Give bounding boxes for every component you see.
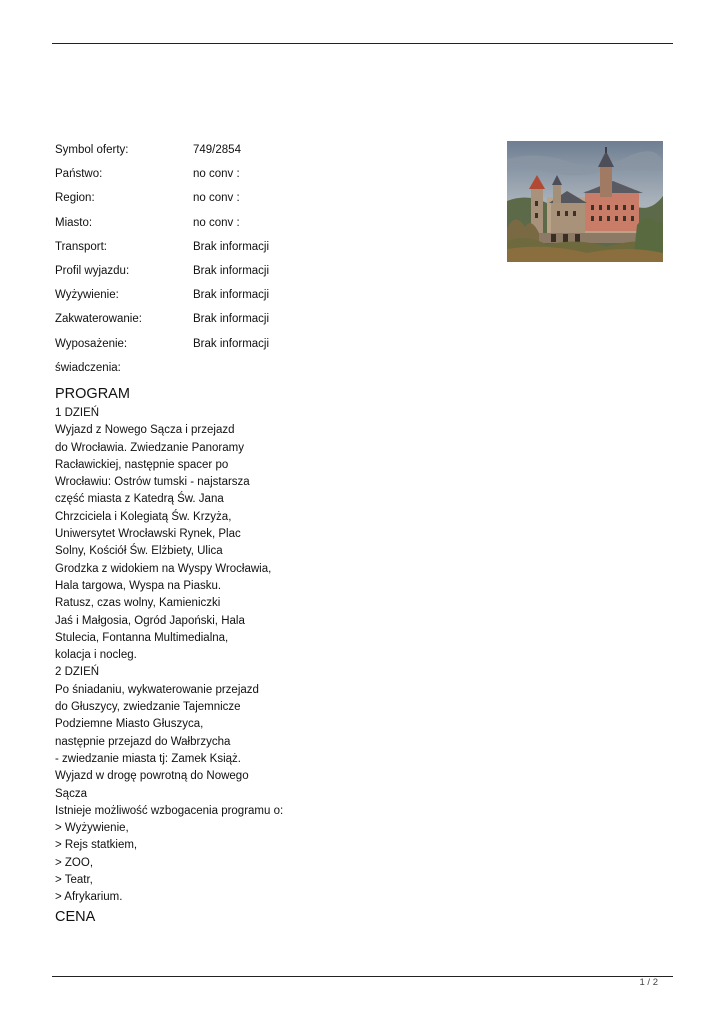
program-line: Racławickiej, następnie spacer po [55, 458, 229, 471]
castle-photo [507, 141, 663, 262]
detail-value: no conv : [193, 192, 240, 205]
price-title: CENA [55, 909, 96, 925]
program-line: Istnieje możliwość wzbogacenia programu o: [55, 804, 284, 817]
program-line: kolacja i nocleg. [55, 649, 137, 662]
detail-row [55, 356, 355, 380]
program-line: Sącza [55, 787, 87, 800]
detail-label: Zakwaterowanie: [55, 313, 142, 326]
program-line: > Wyżywienie, [55, 822, 129, 835]
detail-row [55, 259, 355, 283]
detail-label: Region: [55, 192, 95, 205]
detail-label: Wyposażenie: [55, 337, 128, 350]
detail-label: Symbol oferty: [55, 144, 129, 156]
program-line: do Głuszycy, zwiedzanie Tajemnicze [55, 701, 241, 714]
footer-rule [52, 976, 673, 977]
detail-label: świadczenia: [55, 361, 121, 374]
detail-row [55, 186, 355, 210]
program-line: do Wrocławia. Zwiedzanie Panoramy [55, 441, 244, 454]
detail-label: Miasto: [55, 216, 93, 229]
header-rule [52, 43, 673, 44]
detail-row [55, 162, 355, 186]
program-line: Stulecia, Fontanna Multimedialna, [55, 631, 229, 644]
detail-row [55, 307, 355, 331]
detail-row [55, 235, 355, 259]
program-line: Chrzciciela i Kolegiatą Św. Krzyża, [55, 510, 232, 523]
program-line: Wrocławiu: Ostrów tumski - najstarsza [55, 476, 250, 489]
program-line: Podziemne Miasto Głuszyca, [55, 718, 204, 731]
program-text [55, 405, 385, 907]
program-line: 2 DZIEŃ [55, 666, 100, 679]
program-line: Wyjazd z Nowego Sącza i przejazd [55, 424, 235, 437]
program-line: Solny, Kościół Św. Elżbiety, Ulica [55, 545, 223, 558]
program-line: następnie przejazd do Wałbrzycha [55, 735, 231, 748]
detail-row [55, 332, 355, 356]
program-line: Ratusz, czas wolny, Kamieniczki [55, 597, 221, 610]
program-line: Po śniadaniu, wykwaterowanie przejazd [55, 683, 259, 696]
program-line: 1 DZIEŃ [55, 407, 100, 419]
program-line: Hala targowa, Wyspa na Piasku. [55, 579, 222, 592]
program-line: > Afrykarium. [55, 891, 123, 904]
detail-label: Profil wyjazdu: [55, 264, 130, 277]
program-line: Grodzka z widokiem na Wyspy Wrocławia, [55, 562, 272, 575]
detail-value: Brak informacji [193, 337, 270, 350]
program-line: Jaś i Małgosia, Ogród Japoński, Hala [55, 614, 245, 627]
detail-value: Brak informacji [193, 289, 270, 302]
detail-value: Brak informacji [193, 313, 270, 326]
program-line: - zwiedzanie miasta tj: Zamek Książ. [55, 752, 241, 765]
detail-row [55, 211, 355, 235]
program-line: Uniwersytet Wrocławski Rynek, Plac [55, 528, 241, 541]
detail-value: Brak informacji [193, 240, 270, 253]
detail-row [55, 138, 355, 162]
detail-label: Transport: [55, 240, 107, 253]
detail-value: Brak informacji [193, 264, 270, 277]
program-line: > Rejs statkiem, [55, 839, 138, 852]
detail-label: Wyżywienie: [55, 289, 119, 302]
offer-details [55, 138, 355, 380]
page-number: 1 / 2 [639, 977, 658, 988]
detail-row [55, 283, 355, 307]
detail-value: no conv : [193, 216, 240, 229]
program-title: PROGRAM [55, 386, 130, 402]
detail-value: no conv : [193, 168, 240, 181]
program-line: Wyjazd w drogę powrotną do Nowego [55, 770, 249, 783]
program-line: > ZOO, [55, 856, 94, 869]
program-line: część miasta z Katedrą Św. Jana [55, 493, 224, 506]
detail-label: Państwo: [55, 168, 103, 181]
detail-value: 749/2854 [193, 144, 241, 156]
program-line: > Teatr, [55, 874, 93, 887]
